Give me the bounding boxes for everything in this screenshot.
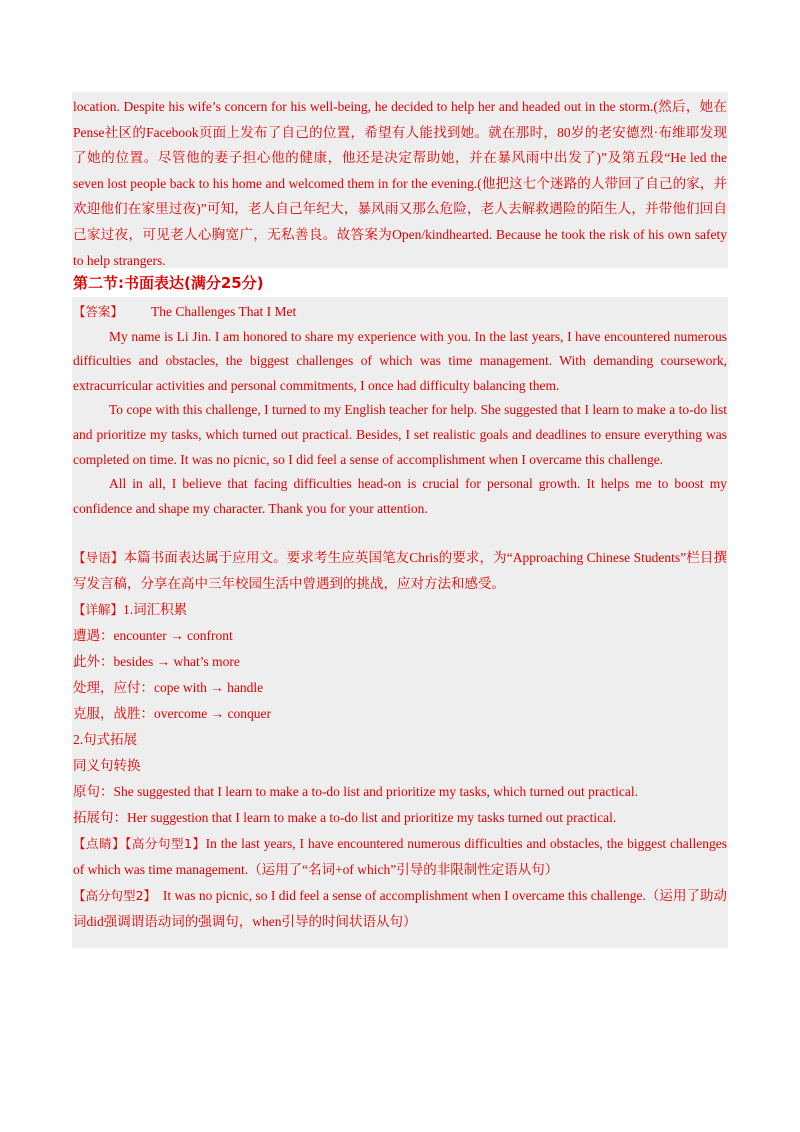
essay-paragraph: All in all, I believe that facing difficulties head-on is crucial for personal growth. It helps me to boost my confidence and shape my character. Thank you for your attention. <box>73 476 727 516</box>
essay-paragraph: To cope with this challenge, I turned to my English teacher for help. She suggested that I learn to make a to-do list and prioritize my tasks, which turned out practical. Besides, I set realistic goals and deadlines to ensure everything was completed on time. It was no picnic, so I did feel a sense of accomplishment when I overcame this challenge. <box>73 402 727 467</box>
model-answer <box>73 300 727 521</box>
details-heading <box>73 597 727 623</box>
details-label: 【详解】 <box>73 602 124 617</box>
highlight-label: 【点睛】 <box>73 836 126 851</box>
vocab-item: 处理，应付：cope with → handle <box>73 680 264 695</box>
vocab-heading: 1.词汇积累 <box>123 602 188 617</box>
answer-title-line <box>73 300 727 325</box>
essay-paragraph: My name is Li Jin. I am honored to share my experience with you. In the last years, I have encountered numerous difficulties and obstacles, the biggest challenges of which was time management. With demanding coursework, extracurricular activities and personal commitments, I once had difficulty balancing them. <box>73 328 727 393</box>
vocab-item: 此外：besides → what’s more <box>73 654 240 669</box>
original-sentence: 原句：She suggested that I learn to make a to-do list and prioritize my tasks, which turned out practical. <box>73 784 638 799</box>
highlight-pattern-2: 【高分句型2】 It was no picnic, so I did feel a sense of accomplishment when I overcame this challenge.（运用了助动词did强调谓语动词的强调句，when引导的时间状语从句） <box>73 888 727 929</box>
pattern2-label: 【高分句型2】 <box>73 888 157 903</box>
sentence-subheading: 同义句转换 <box>73 758 141 773</box>
section-heading: 第二节:书面表达(满分25分) <box>73 274 264 292</box>
pattern1-label: 【高分句型1】 <box>125 836 206 851</box>
highlight-pattern-1: 【点睛】【高分句型1】In the last years, I have encountered numerous difficulties and obstacles, the biggest challenges of which was time management.（运用了“名词+of which”引导的非限制性定语从句） <box>73 836 727 877</box>
answer-label: 【答案】 <box>73 304 124 319</box>
guide-paragraph <box>73 545 727 597</box>
essay-title: The Challenges That I Met <box>151 304 297 319</box>
guide-label: 【导语】 <box>73 550 124 565</box>
previous-explanation: location. Despite his wife’s concern for his well-being, he decided to help her and headed out in the storm.(然后，她在Pense社区的Facebook页面上发布了自己的位置，希望有人能找到她。就在那时，80岁的老安德烈·布维耶发现了她的位置。尽管他的妻子担心他的健康，他还是决定帮助她，并在暴风雨中出发了)”及第五段“He led the seven lost people back to his home and welcomed them in for the evening.(他把这七个迷路的人带回了自己的家，并欢迎他们在家里过夜)”可知，老人自己年纪大，暴风雨又那么危险，老人去解救遇险的陌生人，并带他们回自己家过夜，可见老人心胸宽广，无私善良。故答案为Open/kindhearted. Because he took the risk of his own safety to help strangers. <box>73 99 727 268</box>
analysis <box>73 545 727 935</box>
vocab-item: 克服，战胜：overcome → conquer <box>73 706 271 721</box>
expanded-sentence: 拓展句：Her suggestion that I learn to make a to-do list and prioritize my tasks turned out practical. <box>73 810 617 825</box>
sentence-heading: 2.句式拓展 <box>73 732 138 747</box>
guide-text: 本篇书面表达属于应用文。要求考生应英国笔友Chris的要求，为“Approaching Chinese Students”栏目撰写发言稿，分享在高中三年校园生活中曾遇到的挑战，应对方法和感受。 <box>73 550 727 591</box>
vocab-item: 遭遇：encounter → confront <box>73 628 233 643</box>
